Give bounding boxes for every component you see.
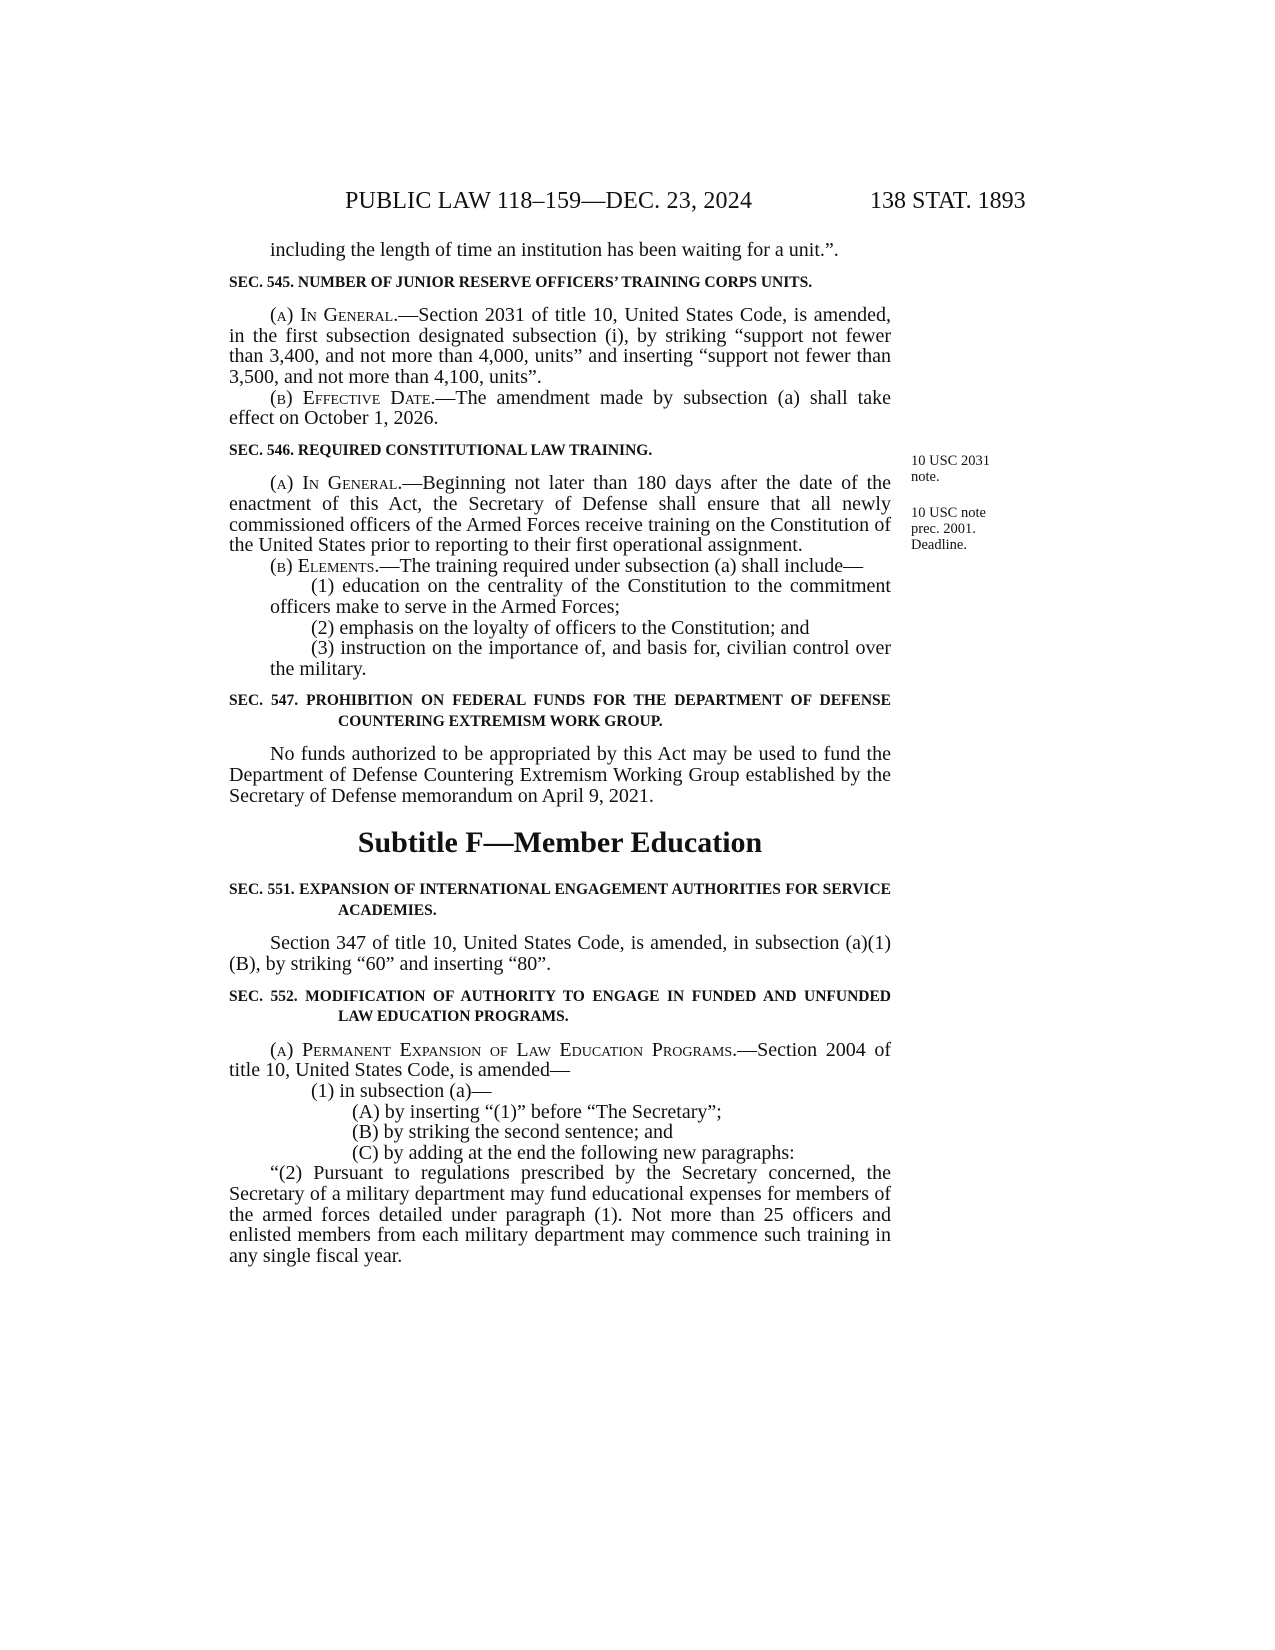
sec-546-a [229,473,891,555]
margin-note-deadline [911,505,1021,553]
sec-552-heading: SEC. 552. MODIFICATION OF AUTHORITY TO ENGAGE IN FUNDED AND UNFUNDED LAW EDUCATION PROGRAMS. [229,987,891,1026]
sec-552-a [229,1040,891,1081]
margin-note-line: 10 USC 2031 [911,453,990,469]
sec-552-a-text: —Section 2004 of title 10, United States Code, is amended— [229,1038,892,1082]
sec-552-a-label: (a) Permanent Expansion of Law Education Programs. [270,1038,738,1061]
sec-546-item-2: (2) emphasis on the loyalty of officers to the Constitution; and [311,616,810,639]
sec-545-b [229,388,891,429]
sec-546-b-label: (b) Elements. [270,554,380,577]
sec-551-heading: SEC. 551. EXPANSION OF INTERNATIONAL ENGAGEMENT AUTHORITIES FOR SERVICE ACADEMIES. [229,881,891,919]
sec-552-item-a: (A) by inserting “(1)” before “The Secretary”; [352,1100,722,1123]
sec-547-heading: SEC. 547. PROHIBITION ON FEDERAL FUNDS FOR THE DEPARTMENT OF DEFENSE COUNTERING EXTREMISM WORK GROUP. [229,692,891,730]
margin-note-line: 10 USC note [911,505,986,521]
page-body [229,240,891,1266]
sec-545-b-label: (b) Effective Date. [270,386,436,409]
sec-545-a [229,305,891,387]
sec-551-text: Section 347 of title 10, United States Code, is amended, in subsection (a)(1)(B), by striking “60” and inserting “80”. [229,932,891,976]
sec-545-a-text: —Section 2031 of title 10, United States Code, is amended, in the first subsection designated subsection (i), by striking “support not fewer than 3,400, and not more than 4,000, units” and inserting “support not fewer than 3,500, and not more than 4,100, units”. [229,304,891,388]
sec-546-heading: SEC. 546. REQUIRED CONSTITUTIONAL LAW TRAINING. [229,441,653,459]
margin-note-usc-2031 [911,453,1021,485]
sec-552-quoted-paragraph-2: “(2) Pursuant to regulations prescribed by the Secretary concerned, the Secretary of a military department may fund educational expenses for members of the armed forces detailed under paragraph (1). Not more than 25 officers and enlisted members from each military department may commence such training in any single fiscal year. [229,1162,891,1267]
sec-546-item-3: (3) instruction on the importance of, and basis for, civilian control over the military. [270,637,891,680]
sec-552-item-1: (1) in subsection (a)— [311,1080,492,1102]
sec-545-a-label: (a) In General. [270,304,399,327]
subtitle-heading: Subtitle F—Member Education [357,826,763,860]
sec-552-item-b: (B) by striking the second sentence; and [352,1121,674,1144]
sec-546-item-1: (1) education on the centrality of the Constitution to the commitment officers make to serve in the Armed Forces; [270,575,891,618]
continuation-text: including the length of time an institution has been waiting for a unit.”. [270,239,839,261]
sec-546-b [229,556,891,577]
sec-546-b-text: —The training required under subsection (a) shall include— [379,554,864,577]
sec-546-a-text: —Beginning not later than 180 days after the date of the enactment of this Act, the Secretary of Defense shall ensure that all newly commissioned officers of the Armed Forces receive training on the Constitution of the United States prior to reporting to their first operational assignment. [229,472,891,557]
margin-note-line: prec. 2001. [911,521,976,537]
sec-545-b-text: —The amendment made by subsection (a) shall take effect on October 1, 2026. [229,386,891,430]
margin-note-line: Deadline. [911,537,967,553]
sec-546-a-label: (a) In General. [270,472,403,495]
sec-545-heading: SEC. 545. NUMBER OF JUNIOR RESERVE OFFICERS’ TRAINING CORPS UNITS. [229,273,813,291]
running-header-law: PUBLIC LAW 118–159—DEC. 23, 2024 [345,188,753,214]
sec-552-item-c: (C) by adding at the end the following new paragraphs: [352,1141,795,1164]
running-header-stat: 138 STAT. 1893 [870,188,1026,214]
sec-547-text: No funds authorized to be appropriated by this Act may be used to fund the Department of Defense Countering Extremism Working Group established by the Secretary of Defense memorandum on April 9, 2021. [229,743,891,807]
margin-note-line: note. [911,469,940,485]
